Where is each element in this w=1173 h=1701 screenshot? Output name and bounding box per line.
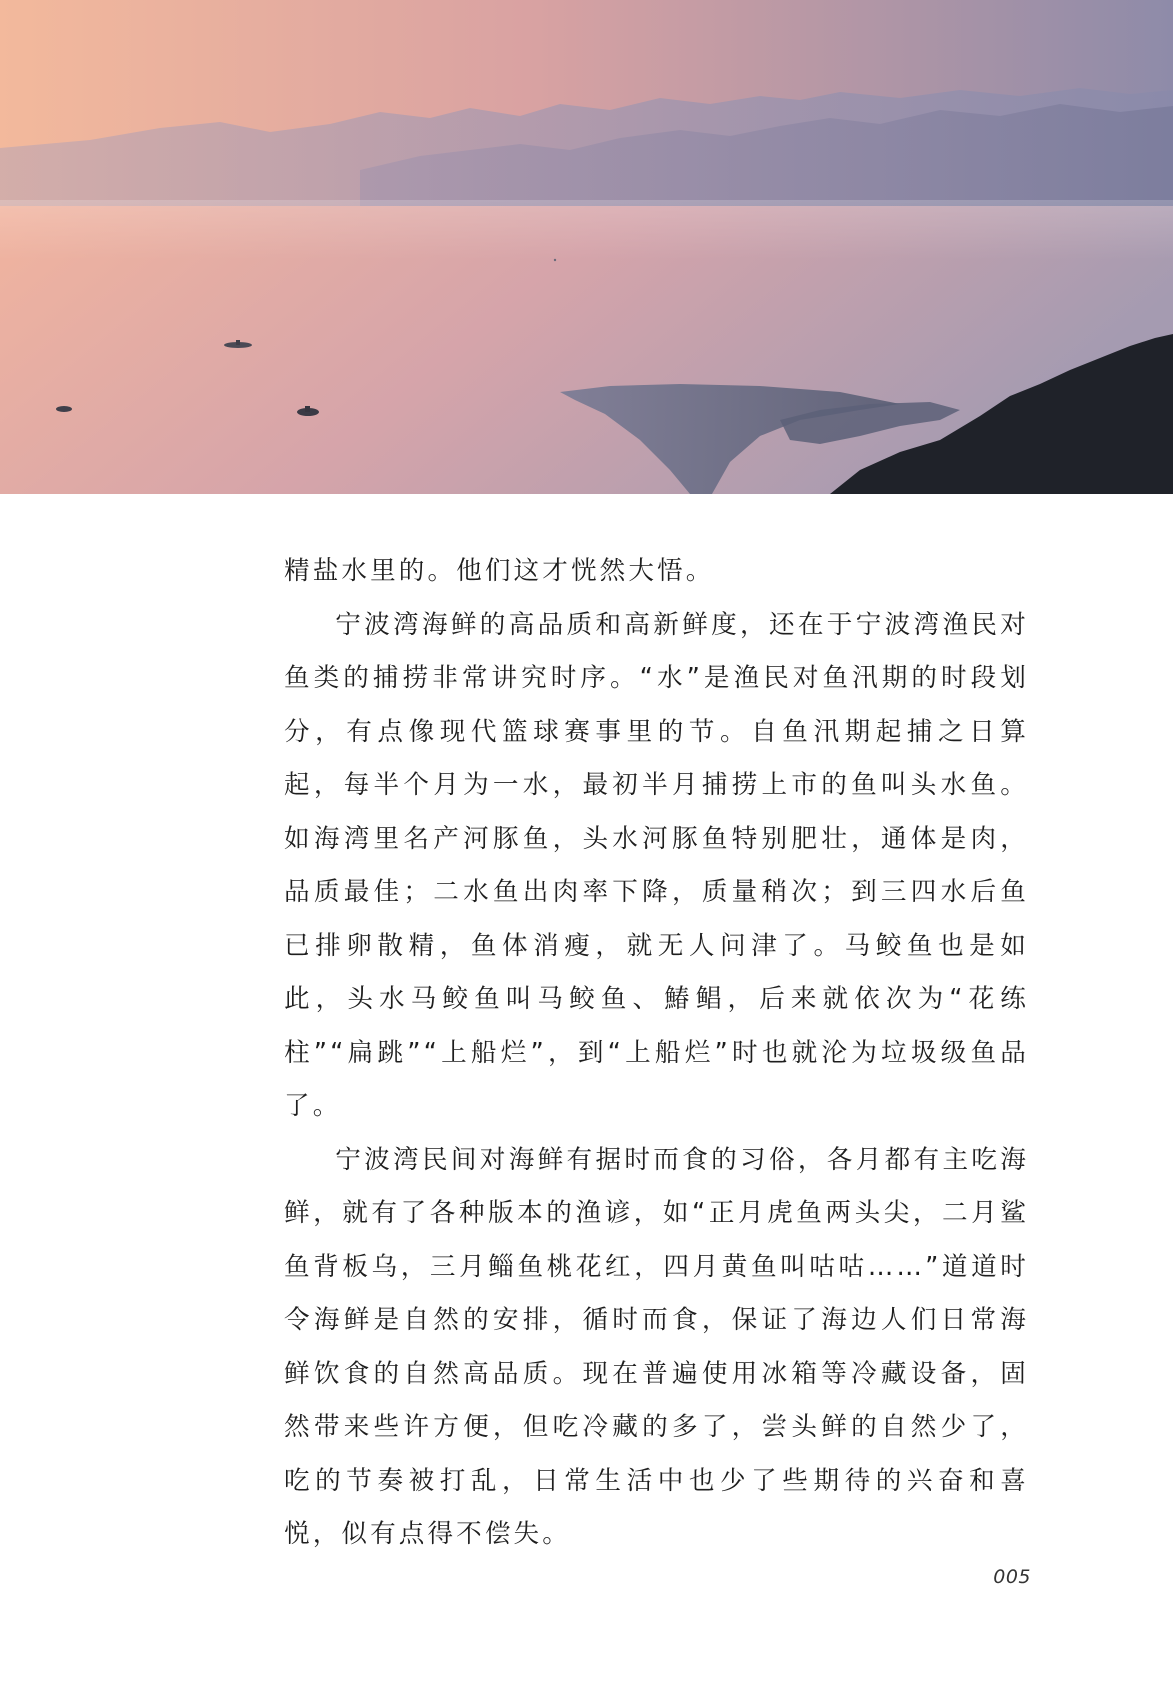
coastal-sunset-photo <box>0 0 1173 494</box>
paragraph-3: 宁波湾民间对海鲜有据时而食的习俗，各月都有主吃海鲜，就有了各种版本的渔谚，如“正月虎鱼两头尖，二月鲨鱼背板乌，三月鲻鱼桃花红，四月黄鱼叫咕咕……”道道时令海鲜是自然的安排，循时而食，保证了海边人们日常海鲜饮食的自然高品质。现在普遍使用冰箱等冷藏设备，固然带来些许方便，但吃冷藏的多了，尝头鲜的自然少了，吃的节奏被打乱，日常生活中也少了些期待的兴奋和喜悦，似有点得不偿失。 <box>284 1144 1029 1549</box>
article-body <box>284 545 1029 1562</box>
coastal-sunset-illustration <box>0 0 1173 494</box>
paragraph-2: 宁波湾海鲜的高品质和高新鲜度，还在于宁波湾渔民对鱼类的捕捞非常讲究时序。“水”是渔民对鱼汛期的时段划分，有点像现代篮球赛事里的节。自鱼汛期起捕之日算起，每半个月为一水，最初半月捕捞上市的鱼叫头水鱼。如海湾里名产河豚鱼，头水河豚鱼特别肥壮，通体是肉，品质最佳；二水鱼出肉率下降，质量稍次；到三四水后鱼已排卵散精，鱼体消瘦，就无人问津了。马鲛鱼也是如此，头水马鲛鱼叫马鲛鱼、鰆鲳，后来就依次为“花练柱”“扁跳”“上船烂”，到“上船烂”时也就沦为垃圾级鱼品了。 <box>284 609 1029 1121</box>
page-number: 005 <box>993 1566 1031 1588</box>
paragraph-1: 精盐水里的。他们这才恍然大悟。 <box>284 556 715 586</box>
